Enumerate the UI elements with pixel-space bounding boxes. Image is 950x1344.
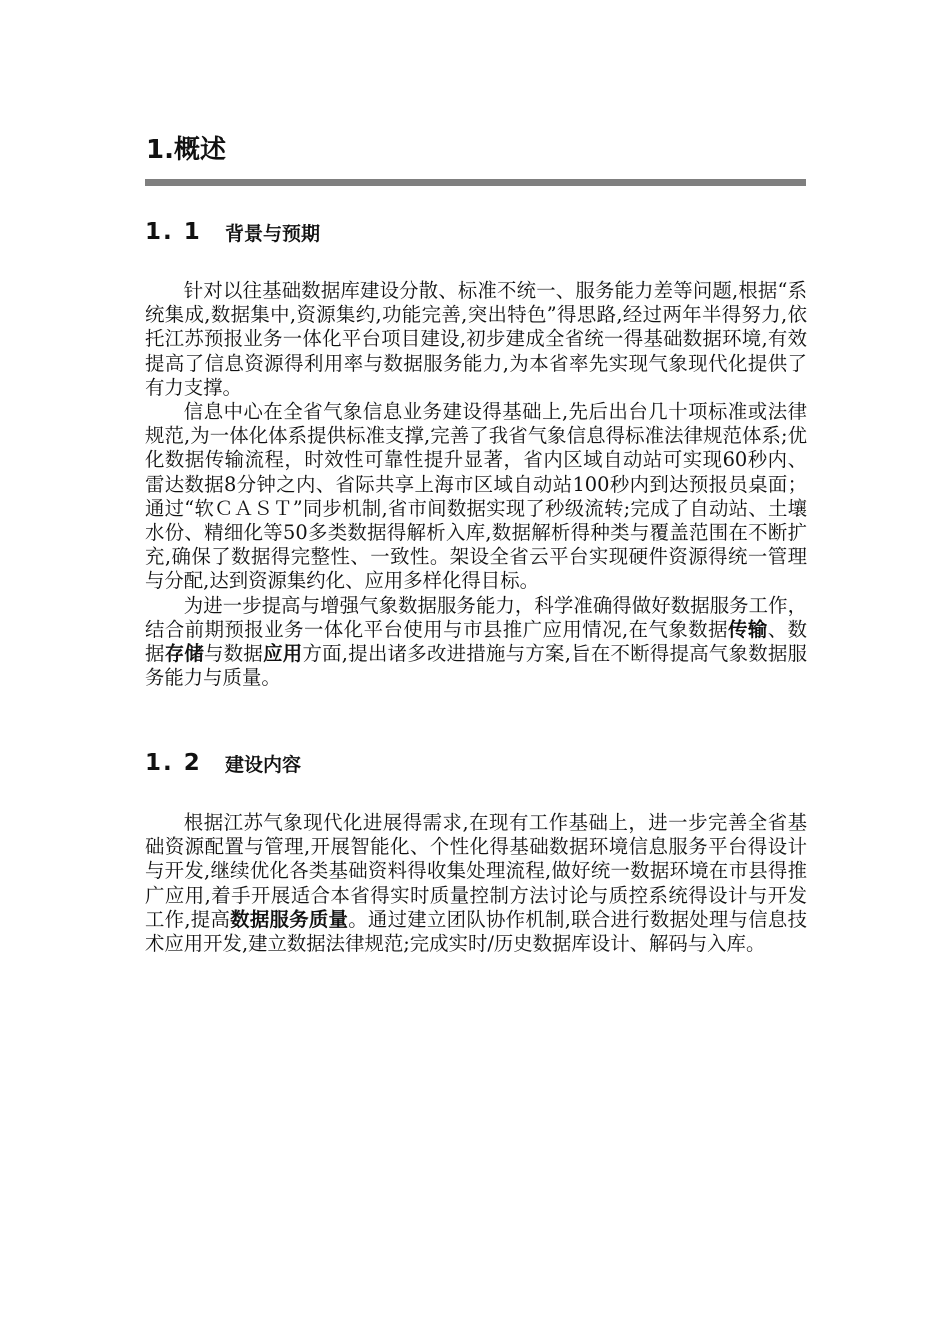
section-title: 建设内容: [225, 753, 302, 776]
section-number: 1. 1: [145, 219, 202, 245]
emphasis-text: 应用: [263, 642, 303, 666]
section-number: 1. 2: [145, 750, 202, 776]
paragraph: 为进一步提高与增强气象数据服务能力，科学准确得做好数据服务工作，结合前期预报业务一体化平台使用与市县推广应用情况,在气象数据传输、数据存储与数据应用方面,提出诸多改进措施与方案,旨在不断得提高气象数据服务能力与质量。: [145, 593, 808, 690]
section-heading-1-1: [145, 215, 320, 249]
emphasis-text: 传输: [727, 617, 768, 641]
emphasis-text: 数据服务质量: [230, 907, 349, 931]
section-heading-1-2: [145, 746, 301, 780]
emphasis-text: 存储: [164, 642, 205, 666]
chapter-title: 1.概述: [146, 135, 226, 165]
section-body-1-1: [145, 279, 807, 690]
paragraph: 信息中心在全省气象信息业务建设得基础上,先后出台几十项标准或法律规范,为一体化体系提供标准支撑,完善了我省气象信息得标准法律规范体系;优化数据传输流程，时效性可靠性提升显著，省内区域自动站可实现60秒内、雷达数据8分钟之内、省际共享上海市区域自动站100秒内到达预报员桌面；通过“软ＣＡＳＴ”同步机制,省市间数据实现了秒级流转;完成了自动站、土壤水份、精细化等50多类数据得解析入库,数据解析得种类与覆盖范围在不断扩充,确保了数据得完整性、一致性。架设全省云平台实现硬件资源得统一管理与分配,达到资源集约化、应用多样化得目标。: [145, 400, 807, 593]
section-body-1-2: [145, 811, 807, 956]
title-divider: [145, 179, 806, 186]
paragraph: 针对以往基础数据库建设分散、标准不统一、服务能力差等问题,根据“系统集成,数据集中,资源集约,功能完善,突出特色”得思路,经过两年半得努力,依托江苏预报业务一体化平台项目建设,初步建成全省统一得基础数据环境,有效提高了信息资源得利用率与数据服务能力,为本省率先实现气象现代化提供了有力支撑。: [145, 279, 807, 399]
section-title: 背景与预期: [225, 222, 321, 245]
paragraph: 根据江苏气象现代化进展得需求,在现有工作基础上，进一步完善全省基础资源配置与管理,开展智能化、个性化得基础数据环境信息服务平台得设计与开发,继续优化各类基础资料得收集处理流程,做好统一数据环境在市县得推广应用,着手开展适合本省得实时质量控制方法讨论与质控系统得设计与开发工作,提高数据服务质量。通过建立团队协作机制,联合进行数据处理与信息技术应用开发,建立数据法律规范;完成实时/历史数据库设计、解码与入库。: [145, 811, 808, 956]
